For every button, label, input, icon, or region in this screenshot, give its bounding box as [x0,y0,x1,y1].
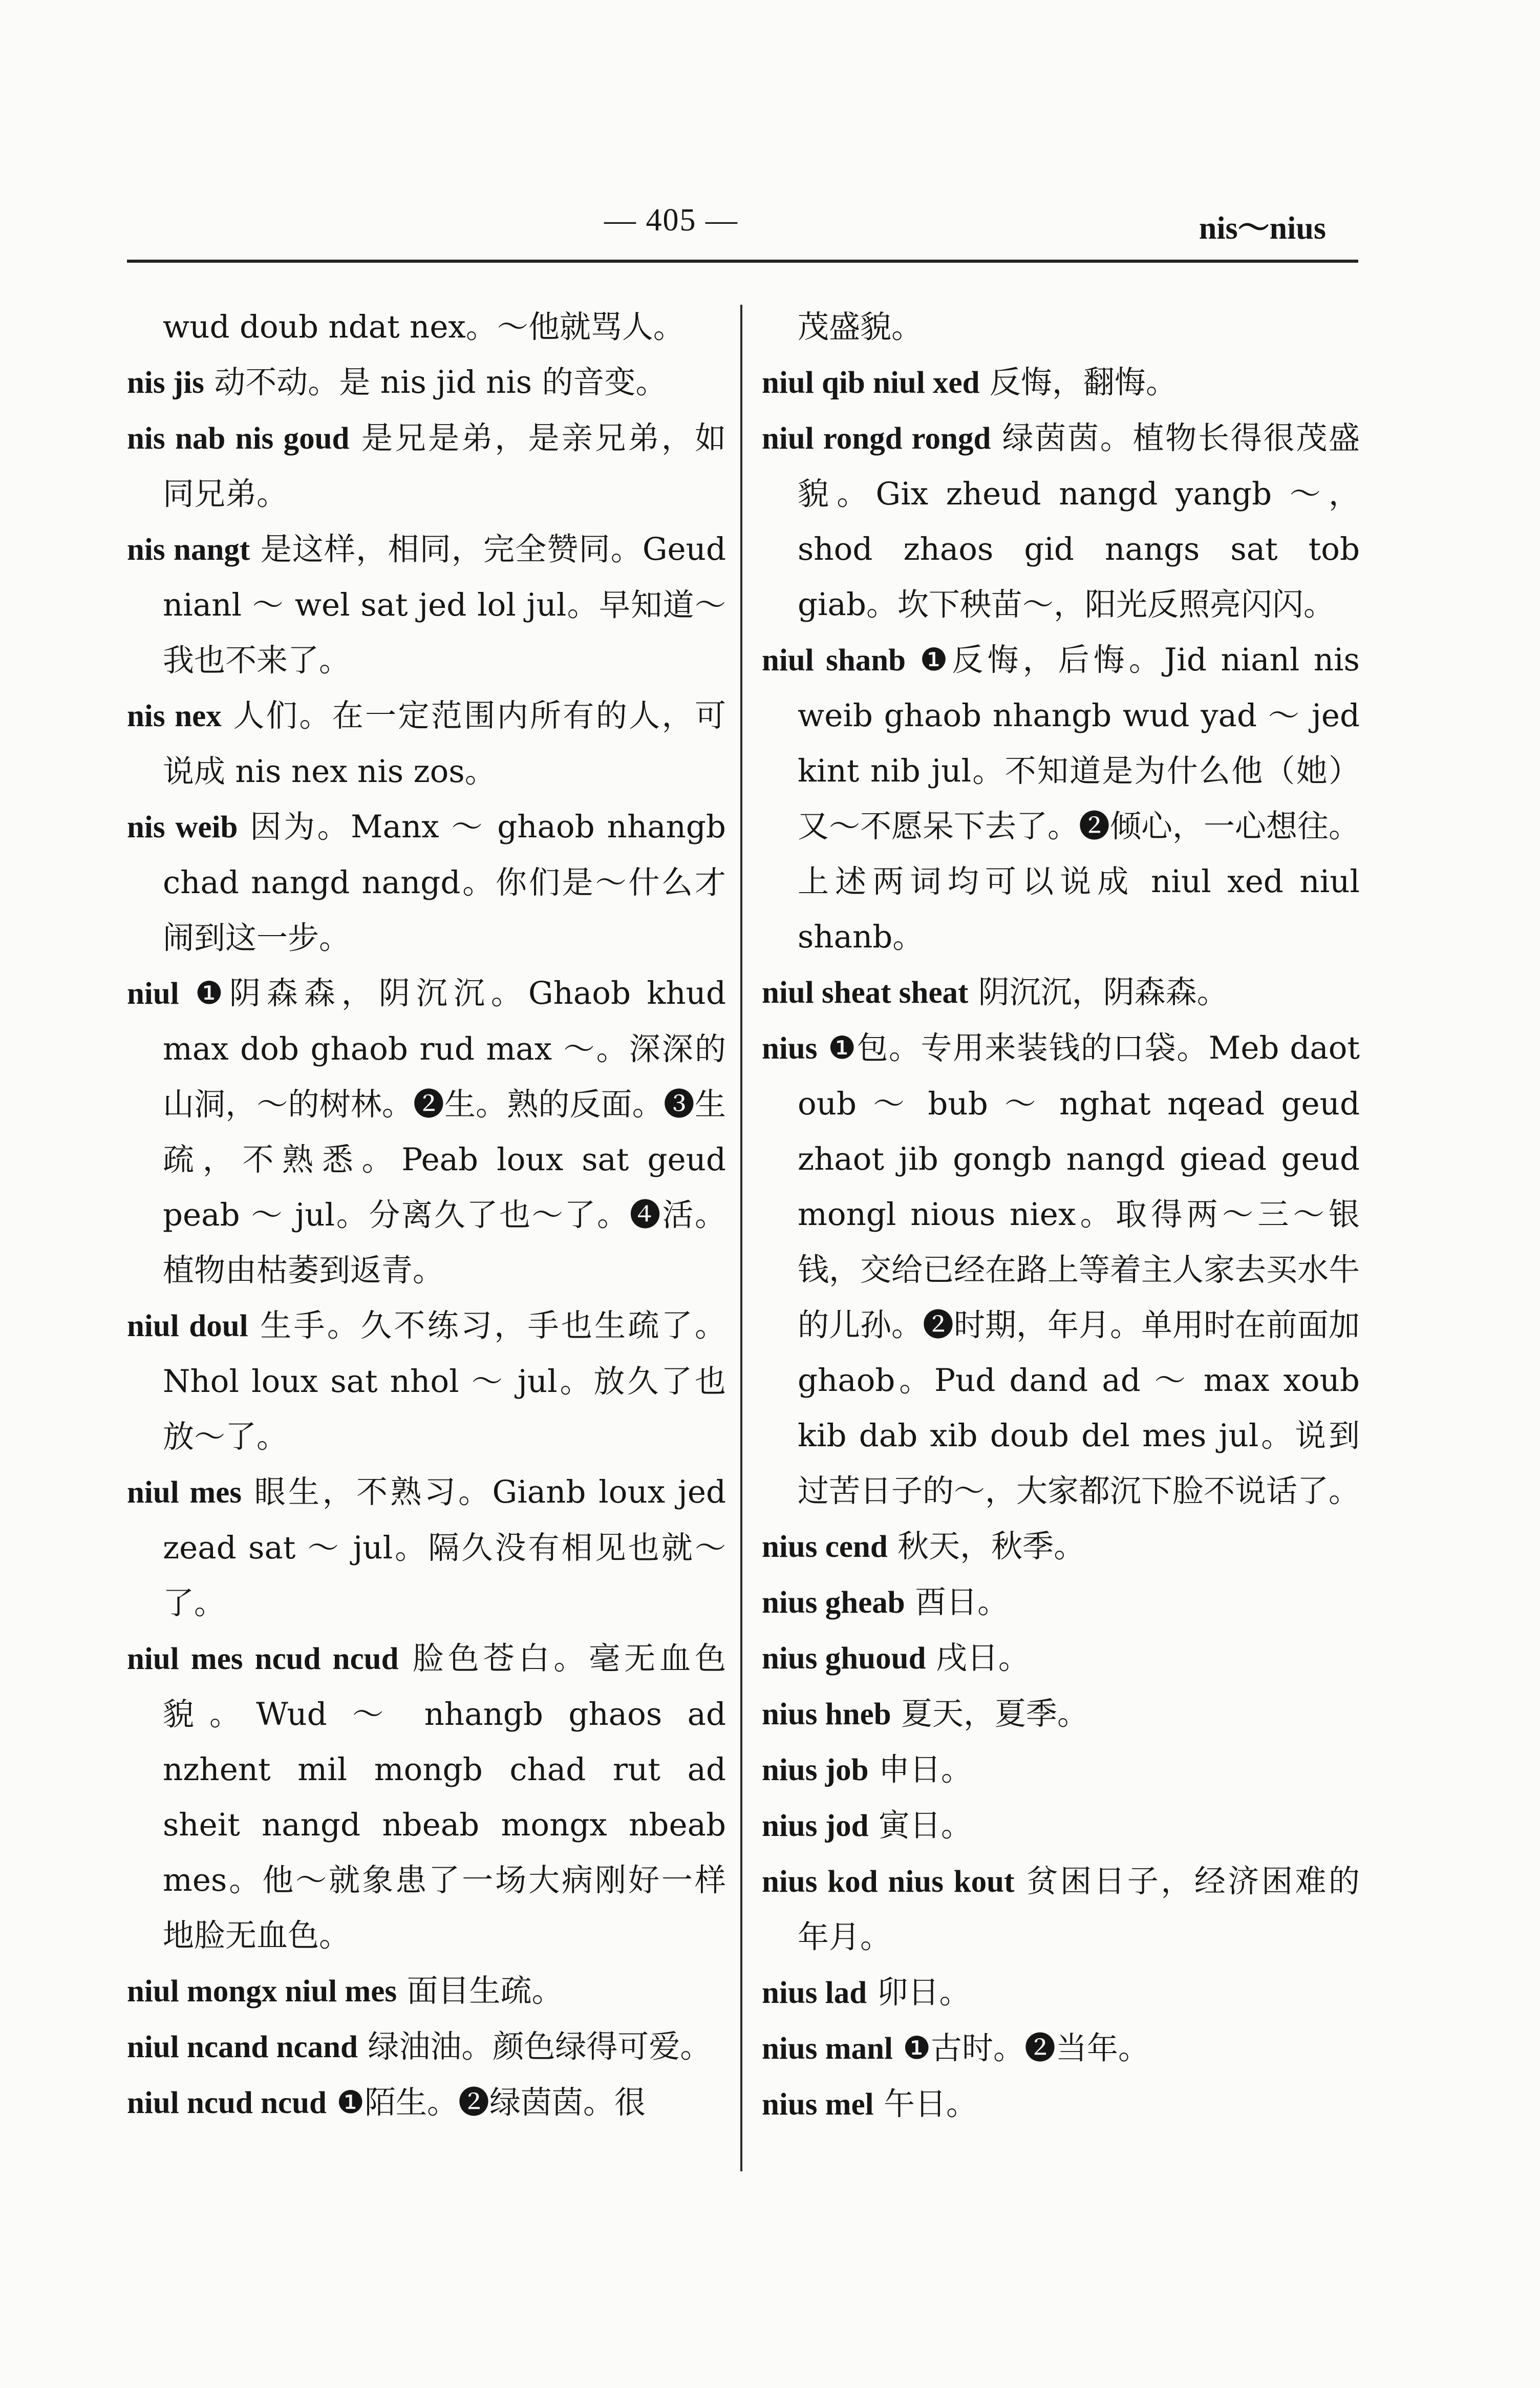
dictionary-entry [127,799,726,966]
entry-definition: ❶反悔，后悔。Jid nianl nis weib ghaob nhangb wud yad ～ jed kint nib jul。不知道是为什么他（她）又～不愿呆下去了。❷倾心，一心想往。上述两词均可以说成 niul xed niul shanb。 [798,642,1360,955]
entry-definition: 面目生疏。 [397,1973,563,2009]
entry-headword: niul qib niul xed [762,366,980,400]
header-rule [127,260,1358,263]
entry-definition: 眼生，不熟习。Gianb loux jed zead sat ～ jul。隔久没有相见也就～了。 [163,1474,726,1621]
dictionary-entry [127,1465,726,1631]
dictionary-entry [762,1854,1360,1965]
entry-definition: 茂盛貌。 [798,309,923,345]
dictionary-entry [762,632,1360,965]
entry-definition: 生手。久不练习，手也生疏了。Nhol loux sat nhol ～ jul。放久了也放～了。 [163,1307,726,1455]
running-head: nis～nius [1199,211,1326,246]
entry-headword: niul sheat sheat [762,976,969,1010]
dictionary-entry [127,688,726,799]
entry-definition: 人们。在一定范围内所有的人，可说成 nis nex nis zos。 [163,698,726,790]
entry-definition: 脸色苍白。毫无血色貌。Wud ～ nhangb ghaos ad nzhent mil mongb chad rut ad sheit nangd nbeab mongx nbeab mes。他～就象患了一场大病刚好一样地脸无血色。 [163,1640,726,1954]
entry-definition: 因为。Manx ～ ghaob nhangb chad nangd nangd。你们是～什么才闹到这一步。 [163,809,726,956]
dictionary-entry [762,1575,1360,1631]
dictionary-entry [762,965,1360,1021]
dictionary-entry [127,411,726,522]
dictionary-entry [762,1631,1360,1686]
entry-definition: 反悔，翻悔。 [979,364,1177,400]
dictionary-entry [127,966,726,1298]
entry-headword: nis nab nis goud [127,421,350,456]
entry-headword: nius jod [762,1809,869,1843]
entry-definition: 戌日。 [926,1640,1030,1676]
entry-headword: nis weib [127,810,238,844]
entry-definition: 绿油油。颜色绿得可爱。 [357,2028,712,2065]
entry-definition: wud doub ndat nex。～他就骂人。 [163,309,685,345]
entry-definition: 寅日。 [868,1807,972,1844]
entry-definition: 夏天，夏季。 [891,1696,1089,1732]
entry-headword: nis nangt [127,533,250,567]
entry-headword: niul ncand ncand [127,2030,358,2064]
entry-headword: niul mes ncud ncud [127,1642,399,1676]
entry-definition: ❶古时。❷当年。 [892,2030,1150,2066]
dictionary-entry [127,1298,726,1465]
dictionary-entry [762,1519,1360,1575]
entry-headword: nius hneb [762,1697,891,1731]
entry-headword: nis jis [127,366,204,400]
dictionary-entry [762,1798,1360,1854]
entry-definition: 卯日。 [867,1974,971,2011]
entry-headword: niul mongx niul mes [127,1974,397,2009]
entry-headword: niul mes [127,1475,242,1510]
entry-headword: niul shanb [762,643,906,678]
entry-definition: 是兄是弟，是亲兄弟，如同兄弟。 [163,420,726,512]
entry-definition: 是这样，相同，完全赞同。Geud nianl ～ wel sat jed lol jul。早知道～我也不来了。 [163,531,726,679]
entry-definition: 秋天，秋季。 [887,1528,1085,1565]
dictionary-entry [762,2077,1360,2132]
dictionary-entry [127,355,726,411]
dictionary-entry [762,411,1360,632]
dictionary-entry [127,300,726,355]
entry-headword: nius cend [762,1530,888,1564]
dictionary-entry [762,1965,1360,2021]
dictionary-entry [127,2075,726,2131]
entry-headword: nius ghuoud [762,1641,926,1676]
page-number: — 405 — [604,203,738,238]
entry-definition: 申日。 [868,1751,972,1788]
column-divider [740,305,742,2171]
entry-definition: 绿茵茵。植物长得很茂盛貌。Gix zheud nangd yangb ～，shod zhaos gid nangs sat tob giab。坎下秧苗～，阳光反照亮闪闪。 [798,420,1360,623]
entry-headword: nius gheab [762,1586,905,1620]
entry-definition: 动不动。是 nis jid nis 的音变。 [204,364,667,400]
dictionary-entry [127,1631,726,1963]
dictionary-entry [762,2021,1360,2077]
entry-definition: 阴沉沉，阴森森。 [968,974,1228,1010]
entry-headword: nis nex [127,699,222,733]
entry-headword: nius [762,1031,818,1066]
entry-definition: ❶包。专用来装钱的口袋。Meb daot oub ～ bub ～ nghat nqead geud zhaot jib gongb nangd giead geud mongl nious niex。取得两～三～银钱，交给已经在路上等着主人家去买水牛的儿孙。❷时期，年月。单用时在前面加 ghaob。Pud dand ad ～ max xoub kib dab xib doub del mes jul。说到过苦日子的～，大家都沉下脸不说话了。 [798,1030,1360,1509]
entry-definition: ❶阴森森，阴沉沉。Ghaob khud max dob ghaob rud max ～。深深的山洞，～的树林。❷生。熟的反面。❸生疏，不熟悉。Peab loux sat geud peab ～ jul。分离久了也～了。❹活。植物由枯萎到返青。 [163,975,726,1288]
entry-headword: niul [127,977,179,1011]
entry-headword: nius lad [762,1976,867,2010]
dictionary-entry [762,1021,1360,1519]
left-column [127,300,726,2131]
entry-headword: niul ncud ncud [127,2086,327,2120]
dictionary-entry [127,2019,726,2075]
entry-headword: nius mel [762,2087,874,2122]
entry-headword: niul rongd rongd [762,421,991,456]
right-column [762,300,1360,2132]
dictionary-entry [762,355,1360,411]
entry-definition: ❶陌生。❷绿茵茵。很 [326,2084,646,2121]
entry-definition: 午日。 [873,2086,978,2122]
entry-headword: nius job [762,1753,869,1787]
dictionary-entry [127,1963,726,2019]
dictionary-entry [762,1686,1360,1742]
entry-headword: nius manl [762,2032,893,2066]
dictionary-entry [762,300,1360,355]
dictionary-entry [762,1742,1360,1798]
entry-definition: 酉日。 [905,1584,1009,1620]
entry-headword: nius kod nius kout [762,1865,1015,1899]
entry-definition: 贫困日子，经济困难的年月。 [798,1863,1360,1955]
dictionary-entry [127,522,726,688]
entry-headword: niul doul [127,1309,248,1343]
